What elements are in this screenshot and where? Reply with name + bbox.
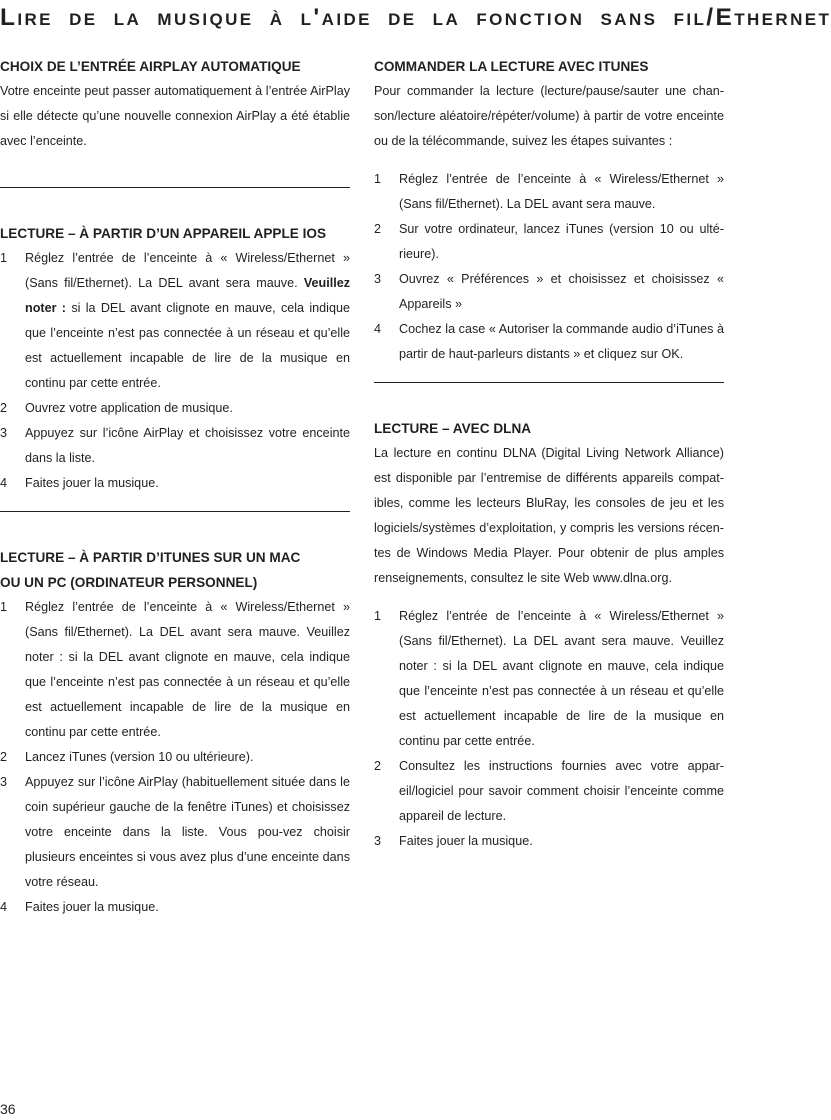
list-item xyxy=(0,895,350,920)
section-heading xyxy=(0,545,350,595)
list-item xyxy=(0,396,350,421)
section-heading: CHOIX DE L’ENTRÉE AIRPLAY AUTOMATIQUE xyxy=(0,59,301,74)
step-number: 2 xyxy=(374,759,382,773)
list-item xyxy=(374,167,724,217)
page-title: Lire de la musique à l'aide de la fonction sans fil/Ethernet xyxy=(0,4,831,31)
step-number: 1 xyxy=(374,172,382,186)
step-text: Réglez l’entrée de l’enceinte à « Wireless/Ethernet » (Sans fil/Ethernet). La DEL avant sera mauve. Veuillez noter : si la DEL avant clignote en mauve, cela indique que l’enceinte n’est pas connectée à un réseau et qu’elle est actuellement incapable de lire de la musique en continu par cette entrée. xyxy=(399,609,724,748)
step-number: 3 xyxy=(0,426,8,440)
section-ios-playback xyxy=(0,221,350,496)
step-text: Appuyez sur l’icône AirPlay et choisissez votre enceinte dans la liste. xyxy=(25,426,350,465)
step-text: Ouvrez « Préférences » et choisissez et choisissez « Appareils » xyxy=(399,272,724,311)
step-text: Sur votre ordinateur, lancez iTunes (version 10 ou ulté-rieure). xyxy=(399,222,724,261)
step-text: Réglez l’entrée de l’enceinte à « Wireless/Ethernet » (Sans fil/Ethernet). La DEL avant sera mauve. xyxy=(25,251,350,290)
section-heading: COMMANDER LA LECTURE AVEC ITUNES xyxy=(374,59,649,74)
list-item xyxy=(374,217,724,267)
section-heading: LECTURE – À PARTIR D’UN APPAREIL APPLE IOS xyxy=(0,226,327,241)
step-list xyxy=(0,595,350,920)
right-column xyxy=(374,54,724,854)
list-item xyxy=(374,317,724,367)
step-list xyxy=(0,246,350,496)
step-text: Faites jouer la musique. xyxy=(25,476,159,490)
step-text: Cochez la case « Autoriser la commande audio d’iTunes à partir de haut-parleurs distants » et cliquez sur OK. xyxy=(399,322,724,361)
step-number: 2 xyxy=(374,222,382,236)
step-list xyxy=(374,604,724,854)
section-intro: Pour commander la lecture (lecture/pause/sauter une chan-son/lecture aléatoire/répéter/volume) à partir de votre enceinte ou de la télécommande, suivez les étapes suivantes : xyxy=(374,84,724,148)
left-column xyxy=(0,54,350,920)
step-number: 2 xyxy=(0,750,8,764)
step-text: Réglez l’entrée de l’enceinte à « Wireless/Ethernet » (Sans fil/Ethernet). La DEL avant sera mauve. xyxy=(399,172,724,211)
list-item xyxy=(0,745,350,770)
step-number: 1 xyxy=(0,600,8,614)
step-number: 3 xyxy=(374,272,382,286)
page-number: 36 xyxy=(0,1101,16,1117)
step-text: Consultez les instructions fournies avec votre appar-eil/logiciel pour savoir comment choisir l’enceinte comme appareil de lecture. xyxy=(399,759,724,823)
list-item xyxy=(374,829,724,854)
section-airplay-auto xyxy=(0,54,350,154)
step-text: Ouvrez votre application de musique. xyxy=(25,401,233,415)
step-number: 4 xyxy=(0,476,8,490)
step-number: 4 xyxy=(0,900,8,914)
step-number: 4 xyxy=(374,322,382,336)
list-item xyxy=(0,246,350,396)
list-item xyxy=(0,471,350,496)
section-divider xyxy=(0,511,350,512)
note-text: si la DEL avant clignote en mauve, cela indique que l’enceinte n’est pas connectée à un réseau et qu’elle est actuellement incapable de lire de la musique en continu par cette entrée. xyxy=(25,301,350,390)
list-item xyxy=(0,770,350,895)
heading-line-2: OU UN PC (ORDINATEUR PERSONNEL) xyxy=(0,575,258,590)
step-text: Faites jouer la musique. xyxy=(25,900,159,914)
section-body: Votre enceinte peut passer automatiquement à l’entrée AirPlay si elle détecte qu’une nouvelle connexion AirPlay a été établie avec l’enceinte. xyxy=(0,84,350,148)
section-itunes-control xyxy=(374,54,724,367)
section-dlna xyxy=(374,416,724,854)
list-item xyxy=(0,421,350,471)
section-itunes-mac-pc xyxy=(0,545,350,920)
section-divider xyxy=(374,382,724,383)
step-number: 2 xyxy=(0,401,8,415)
step-list xyxy=(374,167,724,367)
step-number: 1 xyxy=(0,251,8,265)
section-divider xyxy=(0,187,350,188)
step-text: Appuyez sur l’icône AirPlay (habituellement située dans le coin supérieur gauche de la fenêtre iTunes) et choisissez votre enceinte dans la liste. Vous pou-vez choisir plusieurs enceintes si vous avez plus d’une enceinte dans votre réseau. xyxy=(25,775,350,889)
step-text: Réglez l’entrée de l’enceinte à « Wireless/Ethernet » (Sans fil/Ethernet). La DEL avant sera mauve. Veuillez noter : si la DEL avant clignote en mauve, cela indique que l’enceinte n’est pas connectée à un réseau et qu’elle est actuellement incapable de lire de la musique en continu par cette entrée. xyxy=(25,600,350,739)
section-intro: La lecture en continu DLNA (Digital Living Network Alliance) est disponible par l’entremise de différents appareils compat-ibles, comme les lecteurs BluRay, les consoles de jeu et les logiciels/systèmes d’exploitation, y compris les versions récen-tes de Windows Media Player. Pour obtenir de plus amples renseignements, consultez le site Web www.dlna.org. xyxy=(374,446,724,585)
step-number: 3 xyxy=(374,834,382,848)
step-number: 1 xyxy=(374,609,382,623)
section-heading: LECTURE – AVEC DLNA xyxy=(374,421,532,436)
list-item xyxy=(0,595,350,745)
list-item xyxy=(374,754,724,829)
list-item xyxy=(374,267,724,317)
note-label: Veuillez noter : xyxy=(25,276,351,315)
step-text: Lancez iTunes (version 10 ou ultérieure). xyxy=(25,750,254,764)
step-text: Faites jouer la musique. xyxy=(399,834,533,848)
heading-line-1: LECTURE – À PARTIR D’ITUNES SUR UN MAC xyxy=(0,550,301,565)
list-item xyxy=(374,604,724,754)
step-number: 3 xyxy=(0,775,8,789)
